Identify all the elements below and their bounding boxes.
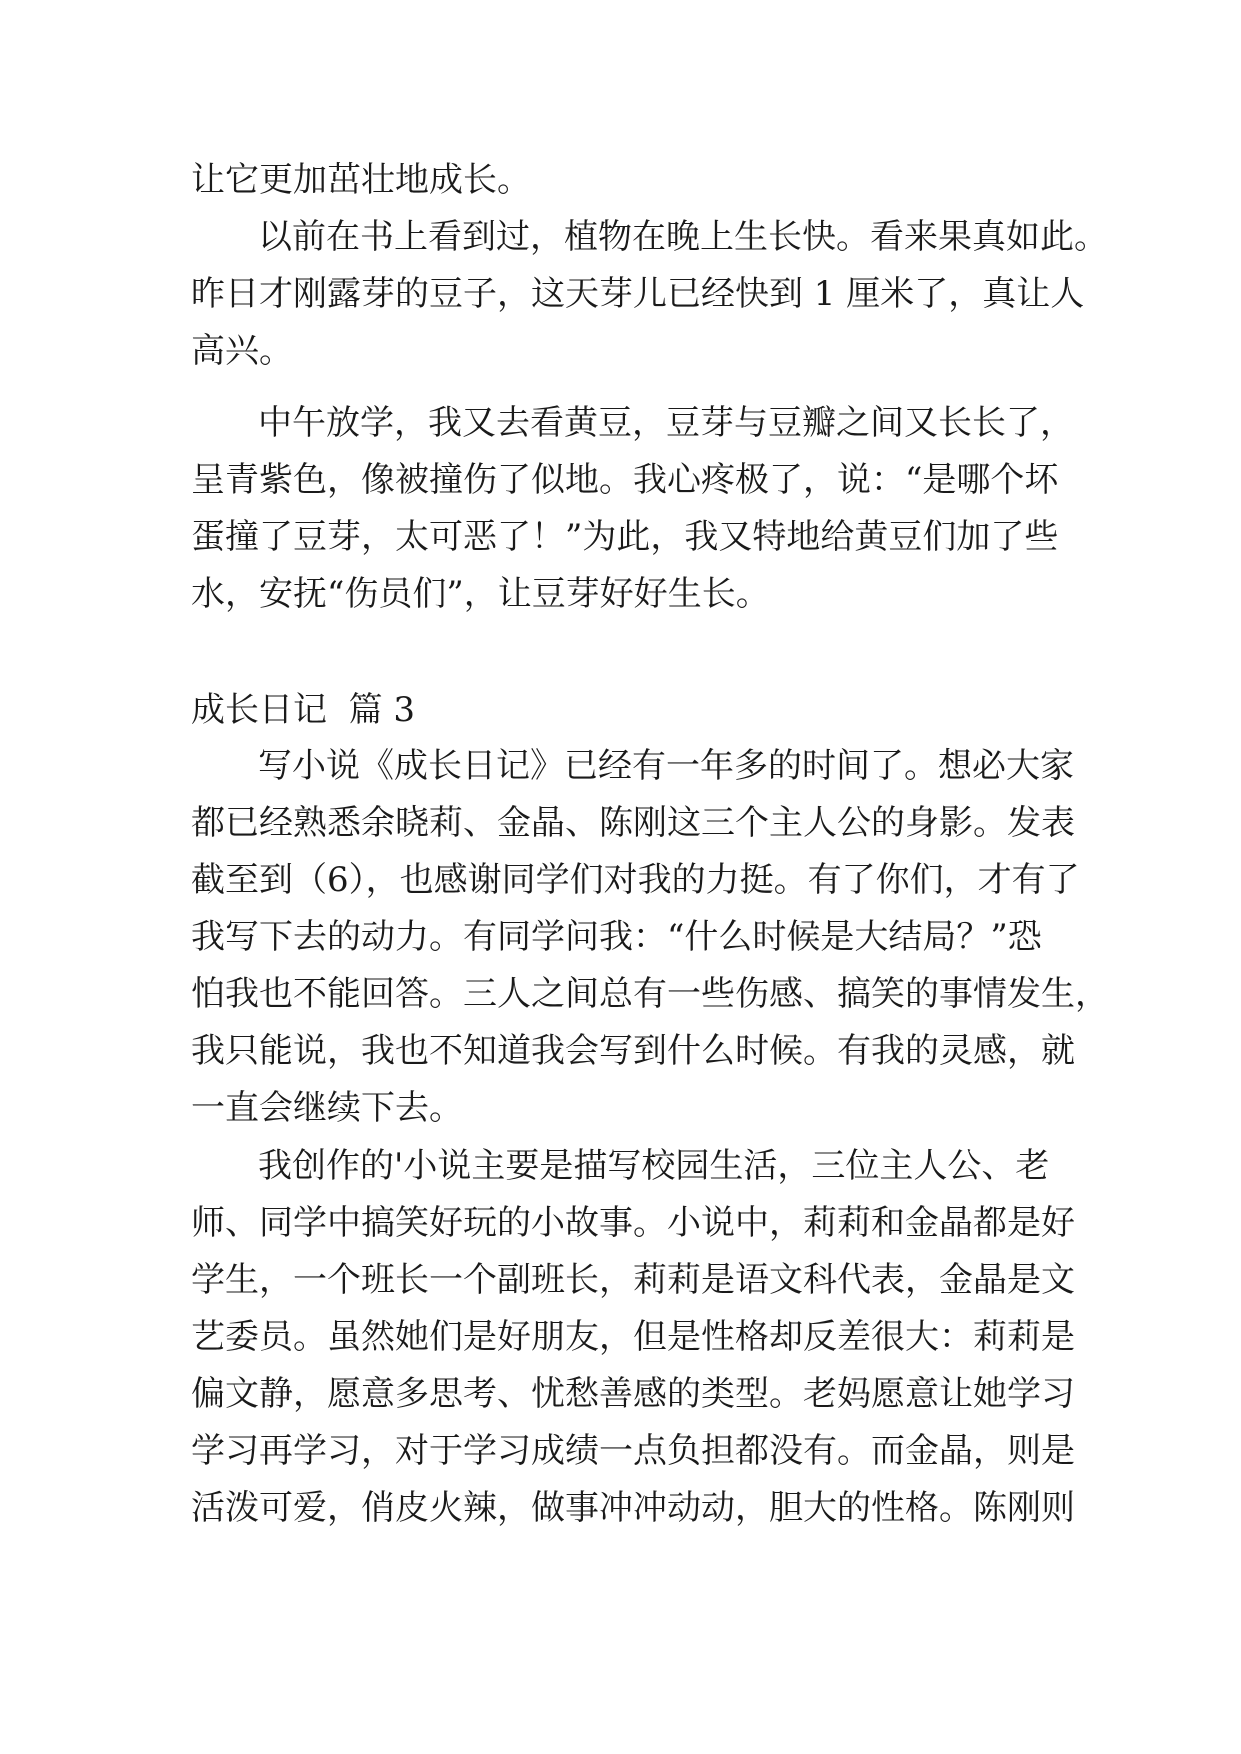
paragraph-line: 我只能说，我也不知道我会写到什么时候。有我的灵感，就 [191,1031,1075,1071]
paragraph-line: 呈青紫色，像被撞伤了似地。我心疼极了，说：“是哪个坏 [191,460,1059,500]
paragraph-line: 截至到（6），也感谢同学们对我的力挺。有了你们，才有了 [191,860,1080,900]
paragraph-line: 高兴。 [191,331,293,371]
paragraph-line: 写小说《成长日记》已经有一年多的时间了。想必大家 [258,746,1074,786]
paragraph-line: 偏文静，愿意多思考、忧愁善感的类型。老妈愿意让她学习 [191,1374,1075,1414]
paragraph-line: 昨日才刚露芽的豆子，这天芽儿已经快到 1 厘米了，真让人 [191,274,1085,314]
paragraph-line: 怕我也不能回答。三人之间总有一些伤感、搞笑的事情发生， [191,974,1109,1014]
paragraph-line: 水，安抚“伤员们”，让豆芽好好生长。 [191,574,770,614]
paragraph-line: 师、同学中搞笑好玩的小故事。小说中，莉莉和金晶都是好 [191,1203,1075,1243]
paragraph-line: 学生，一个班长一个副班长，莉莉是语文科代表，金晶是文 [191,1260,1075,1300]
paragraph-line: 活泼可爱，俏皮火辣，做事冲冲动动，胆大的性格。陈刚则 [191,1488,1075,1528]
paragraph-line: 一直会继续下去。 [191,1088,463,1128]
paragraph-line: 蛋撞了豆芽，太可恶了！”为此，我又特地给黄豆们加了些 [191,517,1059,557]
paragraph-line: 都已经熟悉余晓莉、金晶、陈刚这三个主人公的身影。发表 [191,803,1075,843]
paragraph-line: 学习再学习，对于学习成绩一点负担都没有。而金晶，则是 [191,1431,1075,1471]
text-line: 让它更加茁壮地成长。 [191,160,531,200]
paragraph-line: 以前在书上看到过，植物在晚上生长快。看来果真如此。 [258,217,1108,257]
paragraph-line: 我写下去的动力。有同学问我：“什么时候是大结局？”恐 [191,917,1042,957]
section-heading: 成长日记 篇 3 [191,690,416,730]
paragraph-line: 中午放学，我又去看黄豆，豆芽与豆瓣之间又长长了， [258,403,1074,443]
paragraph-line: 我创作的'小说主要是描写校园生活，三位主人公、老 [258,1146,1050,1186]
paragraph-line: 艺委员。虽然她们是好朋友，但是性格却反差很大：莉莉是 [191,1317,1075,1357]
